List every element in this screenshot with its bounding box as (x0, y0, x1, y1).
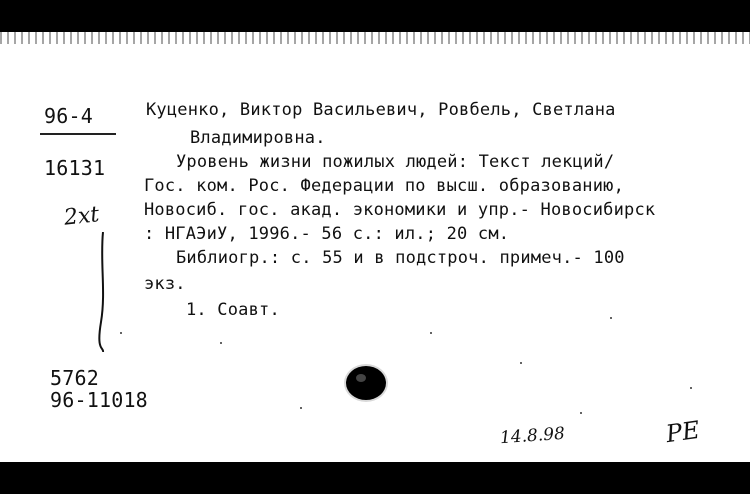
speck (430, 332, 432, 334)
inventory-number: 16131 (44, 156, 106, 180)
title-line-4: : НГАЭиУ, 1996.- 56 с.: ил.; 20 см. (144, 224, 510, 244)
speck (690, 387, 692, 389)
handwritten-stroke-icon (98, 232, 108, 352)
call-number-rule (40, 133, 116, 135)
speck (520, 362, 522, 364)
punch-hole (346, 366, 386, 400)
author-line-2: Владимировна. (190, 128, 326, 148)
catalog-card (0, 32, 750, 462)
title-line-2: Гос. ком. Рос. Федерации по высш. образованию, (144, 176, 625, 196)
title-line-3: Новосиб. гос. акад. экономики и упр.- Новосибирск (144, 200, 656, 220)
speck (220, 342, 222, 344)
bottom-number-2: 96-11018 (50, 388, 148, 412)
bottom-number-1: 5762 (50, 366, 99, 390)
title-line-1: Уровень жизни пожилых людей: Текст лекций/ (176, 152, 615, 172)
author-line-1: Куценко, Виктор Васильевич, Ровбель, Светлана (146, 100, 616, 120)
speck (610, 317, 612, 319)
speck (580, 412, 582, 414)
note-line-2: экз. (144, 274, 186, 294)
speck (120, 332, 122, 334)
call-number: 96-4 (44, 104, 93, 128)
speck (300, 407, 302, 409)
corner-mark: РЕ (664, 415, 702, 449)
card-top-edge (0, 32, 750, 44)
tracing-line: 1. Соавт. (186, 300, 280, 320)
handwritten-mark: 2xt (62, 202, 101, 231)
signature-date: 14.8.98 (499, 423, 566, 449)
note-line-1: Библиогр.: с. 55 и в подстроч. примеч.- 100 (176, 248, 625, 268)
